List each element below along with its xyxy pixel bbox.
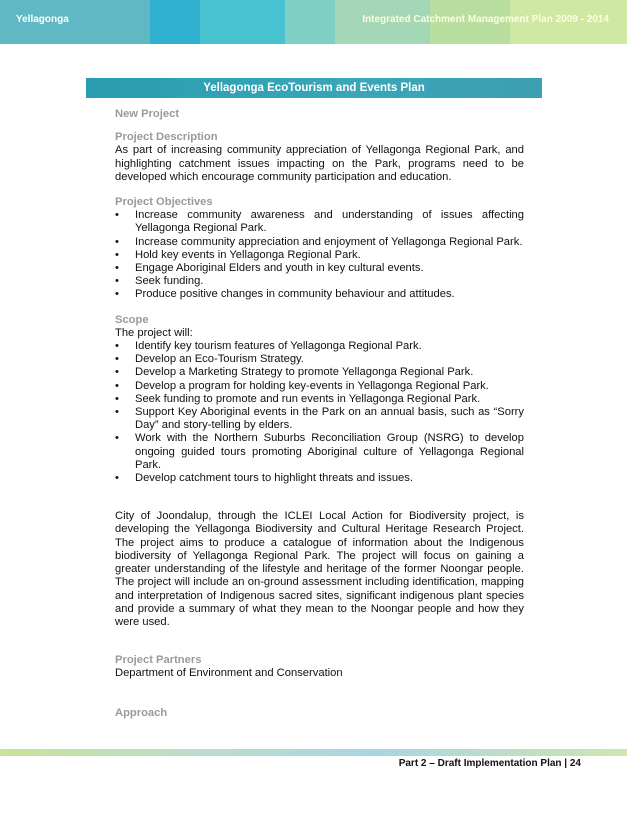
list-item: • Produce positive changes in community behaviour and attitudes. — [115, 288, 524, 301]
page-content — [115, 108, 524, 720]
section-title: Yellagonga EcoTourism and Events Plan — [203, 82, 425, 94]
list-item: • Increase community appreciation and enjoyment of Yellagonga Regional Park. — [115, 236, 524, 249]
list-item: • Develop catchment tours to highlight threats and issues. — [115, 472, 524, 485]
list-item: • Support Key Aboriginal events in the Park on an annual basis, such as “Sorry Day” and story-telling by elders. — [115, 406, 524, 432]
list-item: • Hold key events in Yellagonga Regional Park. — [115, 249, 524, 262]
header-color-block — [200, 0, 285, 44]
header-left-label: Yellagonga — [16, 14, 69, 25]
list-item: • Work with the Northern Suburbs Reconciliation Group (NSRG) to develop ongoing guided tours promoting Aboriginal culture of Yellagonga Regional Park. — [115, 432, 524, 472]
scope-list — [115, 340, 524, 485]
partners-text: Department of Environment and Conservation — [115, 667, 343, 680]
footer-page-label: Part 2 – Draft Implementation Plan | 24 — [398, 758, 581, 769]
list-item: • Engage Aboriginal Elders and youth in key cultural events. — [115, 262, 524, 275]
description-heading: Project Description — [115, 131, 218, 144]
joondalup-paragraph: City of Joondalup, through the ICLEI Local Action for Biodiversity project, is developing the Yellagonga Biodiversity and Cultural Heritage Research Project. The project aims to produce a catalogue of information about the Indigenous biodiversity of Yellagonga Regional Park. The project will focus on gaining a greater understanding of the lifestyle and heritage of the former Noongar people. The project will include an on-ground assessment including identification, mapping and interpretation of Indigenous sacred sites, significant indigenous plant species and provide a summary of what they mean to the Noongar people and how they were used. — [115, 510, 524, 628]
list-item: • Seek funding to promote and run events in Yellagonga Regional Park. — [115, 393, 524, 406]
list-item: • Identify key tourism features of Yellagonga Regional Park. — [115, 340, 524, 353]
approach-heading: Approach — [115, 706, 168, 719]
list-item: • Develop an Eco-Tourism Strategy. — [115, 353, 524, 366]
header-color-block — [150, 0, 200, 44]
list-item: • Increase community awareness and understanding of issues affecting Yellagonga Regional Park. — [115, 209, 524, 235]
scope-intro: The project will: — [115, 326, 193, 339]
header-color-block — [285, 0, 335, 44]
new-project-heading: New Project — [115, 108, 180, 120]
list-item: • Seek funding. — [115, 275, 524, 288]
list-item: • Develop a program for holding key-events in Yellagonga Regional Park. — [115, 380, 524, 393]
list-item: • Develop a Marketing Strategy to promote Yellagonga Regional Park. — [115, 366, 524, 379]
header-right-label: Integrated Catchment Management Plan 2009 - 2014 — [362, 14, 609, 25]
description-text: As part of increasing community appreciation of Yellagonga Regional Park, and highlighting catchment issues impacting on the Park, programs need to be developed which encourage community participation and education. — [115, 144, 524, 183]
partners-heading: Project Partners — [115, 654, 202, 667]
footer-color-bar — [0, 749, 627, 756]
section-banner — [86, 78, 542, 98]
scope-heading: Scope — [115, 313, 149, 326]
objectives-list — [115, 209, 524, 301]
objectives-heading: Project Objectives — [115, 196, 213, 209]
